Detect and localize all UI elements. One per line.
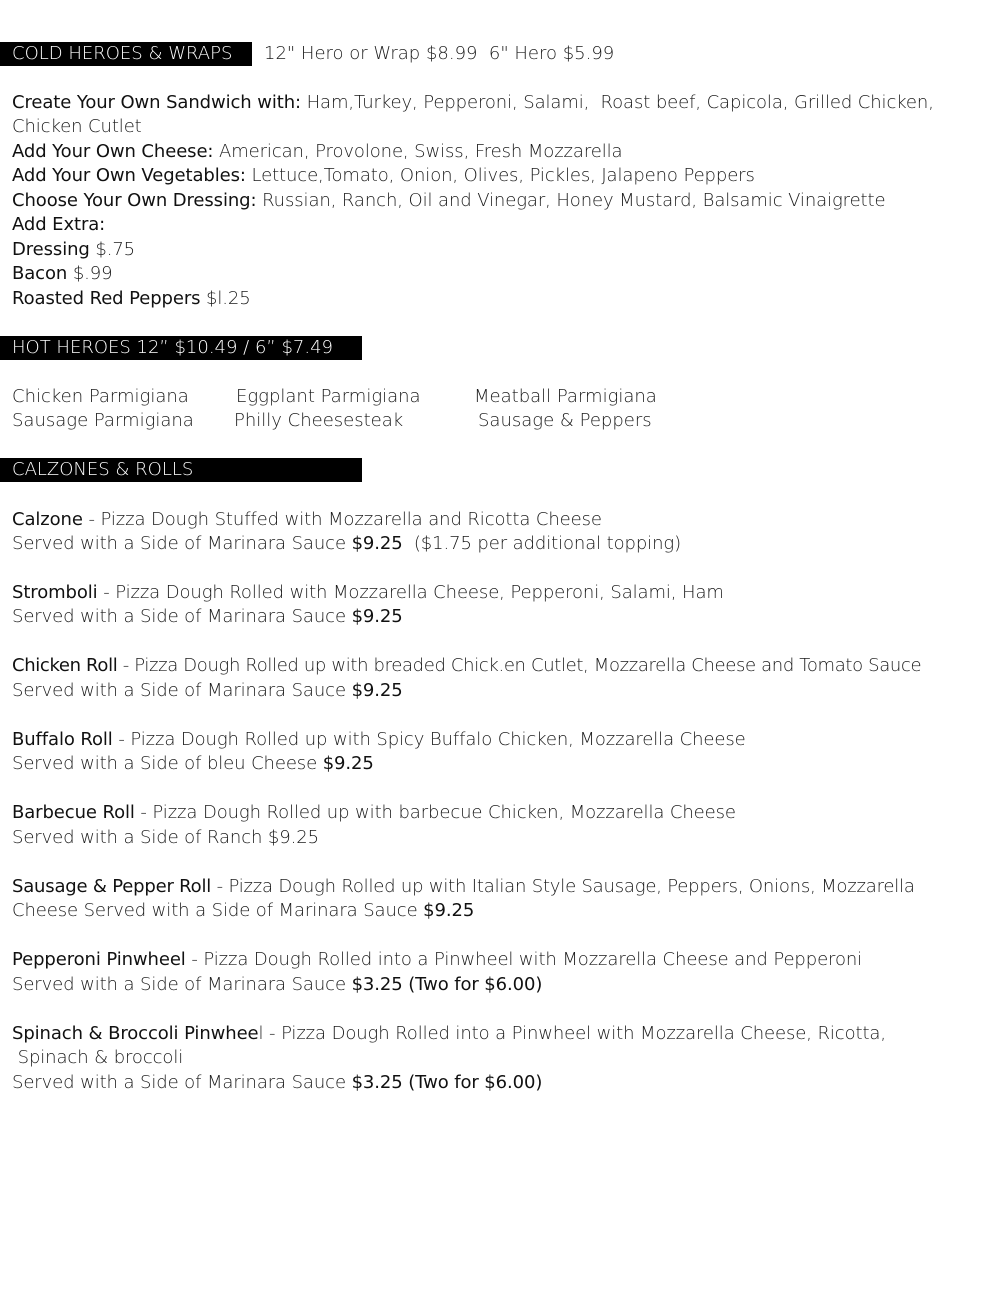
cold-label: Create Your Own Sandwich with: xyxy=(12,92,301,113)
item-desc: - Pizza Dough Stuffed with Mozzarella and Ricotta Cheese xyxy=(82,509,602,530)
item-price: $3.25 (Two for $6.00) xyxy=(351,1072,543,1093)
menu-item-buffalo-roll xyxy=(12,728,746,752)
item-serve: Served with a Side of bleu Cheese xyxy=(12,753,323,774)
hot-item: Sausage & Peppers xyxy=(478,410,652,431)
menu-item-stromboli-serve xyxy=(12,605,403,629)
cold-line-sandwich xyxy=(12,91,934,115)
item-serve: Served with a Side of Marinara Sauce xyxy=(12,1072,352,1093)
item-desc: l - Pizza Dough Rolled into a Pinwheel with Mozzarella Cheese, Ricotta, xyxy=(258,1023,886,1044)
cold-text: Ham,Turkey, Pepperoni, Salami, Roast beef, Capicola, Grilled Chicken, xyxy=(301,92,934,113)
cold-text: $.75 xyxy=(89,239,136,260)
menu-item-calzone xyxy=(12,508,602,532)
item-price: $9.25 xyxy=(322,753,374,774)
item-desc: - Pizza Dough Rolled up with barbecue Chicken, Mozzarella Cheese xyxy=(134,802,736,823)
item-serve: Cheese Served with a Side of Marinara Sauce xyxy=(12,900,424,921)
menu-item-spinach-broccoli-cont xyxy=(12,1046,183,1070)
cold-label: Bacon xyxy=(12,263,68,284)
item-serve: Served with a Side of Ranch $9.25 xyxy=(12,827,319,848)
cold-label: Add Your Own Vegetables: xyxy=(12,165,246,186)
menu-item-barbecue-roll xyxy=(12,801,736,825)
cold-line-add-extra xyxy=(12,213,105,237)
cold-text: $l.25 xyxy=(200,288,251,309)
cold-label: Add Extra: xyxy=(12,214,106,235)
cold-line-vegetables xyxy=(12,164,755,188)
menu-item-chicken-roll-serve xyxy=(12,679,403,703)
cold-text: Chicken Cutlet xyxy=(12,116,142,137)
menu-item-spinach-broccoli-pinwheel xyxy=(12,1022,886,1046)
hot-item: Eggplant Parmigiana xyxy=(236,386,421,407)
menu-item-spinach-broccoli-serve xyxy=(12,1071,542,1095)
item-desc-cont: Spinach & broccoli xyxy=(12,1047,184,1068)
cold-heroes-header: COLD HEROES & WRAPS xyxy=(0,42,252,66)
item-name: Pepperoni Pinwheel xyxy=(12,949,186,970)
item-price: $9.25 xyxy=(351,680,403,701)
cold-label: Add Your Own Cheese: xyxy=(12,141,214,162)
item-extra: ($1.75 per additional topping) xyxy=(402,533,682,554)
menu-item-calzone-serve xyxy=(12,532,681,556)
hot-item: Sausage Parmigiana xyxy=(12,410,194,431)
menu-item-pepperoni-pinwheel-serve xyxy=(12,973,542,997)
item-desc: - Pizza Dough Rolled into a Pinwheel with Mozzarella Cheese and Pepperoni xyxy=(185,949,863,970)
hot-heroes-header: HOT HEROES 12” $10.49 / 6” $7.49 xyxy=(0,336,362,360)
menu-item-stromboli xyxy=(12,581,724,605)
hot-item: Meatball Parmigiana xyxy=(474,386,657,407)
cold-line-extra-dressing xyxy=(12,238,135,262)
item-name: Barbecue Roll xyxy=(12,802,135,823)
item-serve: Served with a Side of Marinara Sauce xyxy=(12,974,352,995)
item-price: $9.25 xyxy=(351,533,403,554)
cold-line-extra-bacon xyxy=(12,262,113,286)
item-name: Chicken Roll xyxy=(12,655,118,676)
cold-line-sandwich-cont xyxy=(12,115,142,139)
hot-item: Chicken Parmigiana xyxy=(12,386,189,407)
item-desc: - Pizza Dough Rolled up with breaded Chick.en Cutlet, Mozzarella Cheese and Tomato Sauce xyxy=(117,655,922,676)
menu-item-chicken-roll xyxy=(12,654,921,678)
cold-text: Russian, Ranch, Oil and Vinegar, Honey Mustard, Balsamic Vinaigrette xyxy=(256,190,886,211)
item-serve: Served with a Side of Marinara Sauce xyxy=(12,606,352,627)
cold-text: Lettuce,Tomato, Onion, Olives, Pickles, Jalapeno Peppers xyxy=(245,165,755,186)
item-name: Spinach & Broccoli Pinwhee xyxy=(12,1023,259,1044)
item-price: $9.25 xyxy=(423,900,475,921)
item-desc: - Pizza Dough Rolled up with Spicy Buffalo Chicken, Mozzarella Cheese xyxy=(112,729,746,750)
item-serve: Served with a Side of Marinara Sauce xyxy=(12,533,352,554)
item-price: $9.25 xyxy=(351,606,403,627)
calzones-header: CALZONES & ROLLS xyxy=(0,458,362,482)
item-desc: - Pizza Dough Rolled with Mozzarella Cheese, Pepperoni, Salami, Ham xyxy=(97,582,724,603)
cold-label: Dressing xyxy=(12,239,90,260)
item-name: Stromboli xyxy=(12,582,98,603)
hot-item: Philly Cheesesteak xyxy=(234,410,404,431)
cold-label: Choose Your Own Dressing: xyxy=(12,190,257,211)
menu-item-sausage-pepper-roll xyxy=(12,875,915,899)
cold-heroes-prices: 12" Hero or Wrap $8.99 6" Hero $5.99 xyxy=(264,43,615,64)
cold-text: $.99 xyxy=(67,263,113,284)
item-serve: Served with a Side of Marinara Sauce xyxy=(12,680,352,701)
menu-item-sausage-pepper-roll-serve xyxy=(12,899,474,923)
cold-line-extra-peppers xyxy=(12,287,251,311)
menu-item-pepperoni-pinwheel xyxy=(12,948,862,972)
item-name: Buffalo Roll xyxy=(12,729,113,750)
cold-line-dressing xyxy=(12,189,885,213)
cold-line-cheese xyxy=(12,140,622,164)
menu-item-buffalo-roll-serve xyxy=(12,752,374,776)
cold-text: American, Provolone, Swiss, Fresh Mozzarella xyxy=(213,141,623,162)
item-name: Sausage & Pepper Roll xyxy=(12,876,212,897)
item-price: $3.25 (Two for $6.00) xyxy=(351,974,543,995)
cold-label: Roasted Red Peppers xyxy=(12,288,201,309)
item-name: Calzone xyxy=(12,509,83,530)
menu-item-barbecue-roll-serve xyxy=(12,826,319,850)
item-desc: - Pizza Dough Rolled up with Italian Style Sausage, Peppers, Onions, Mozzarella xyxy=(211,876,915,897)
